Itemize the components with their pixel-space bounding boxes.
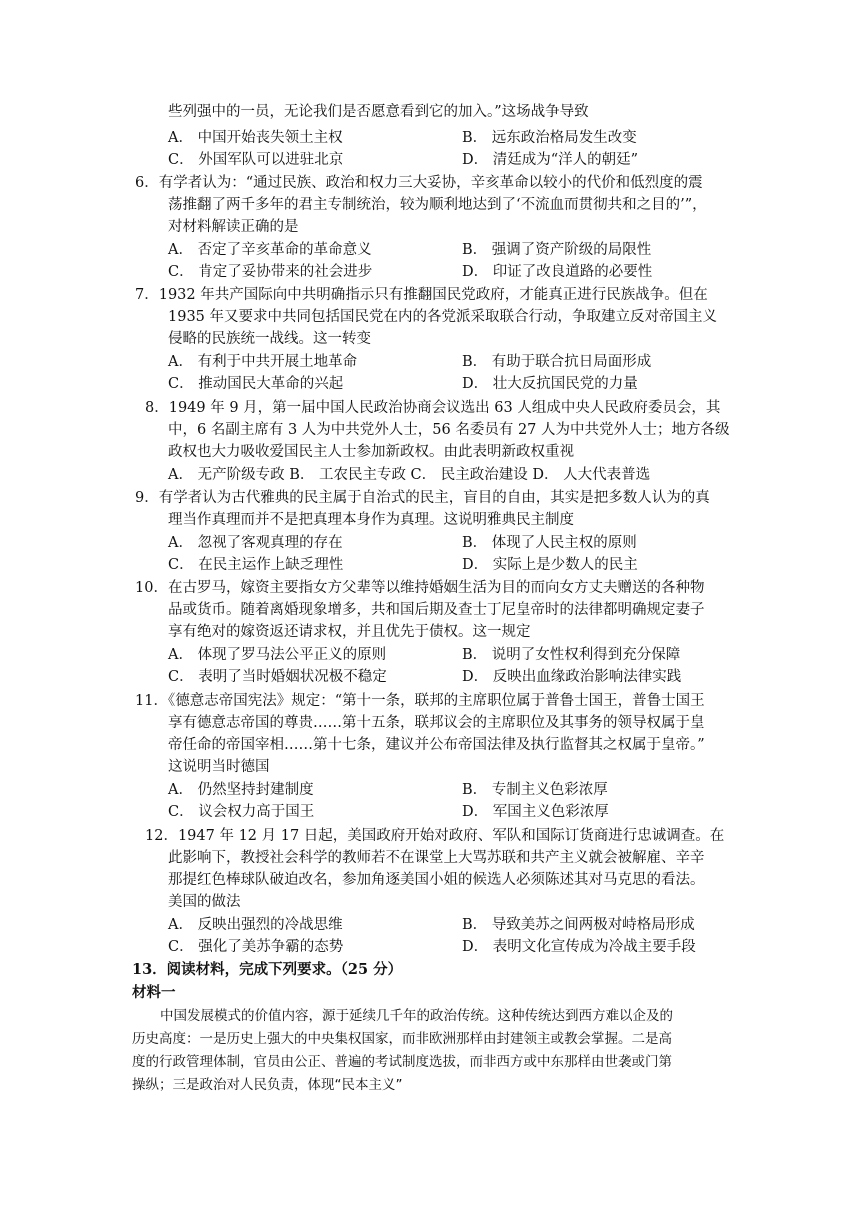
q11-option-b: B． 专制主义色彩浓厚: [462, 782, 608, 798]
q10-stem-line1: 10．在古罗马，嫁资主要指女方父辈等以维持婚姻生活为目的而向女方丈夫赠送的各种物: [135, 580, 705, 596]
q8-options: A． 无产阶级专政 B． 工农民主专政 C． 民主政治建设 D． 人大代表普选: [168, 467, 651, 483]
q13-material-p1: 中国发展模式的价值内容，源于延续几千年的政治传统。这种传统达到西方难以企及的: [160, 1008, 673, 1024]
q8-stem-line2: 中，6 名副主席有 3 人为中共党外人士，56 名委员有 27 人为中共党外人士；地方各级: [168, 422, 730, 438]
q12-option-a: A． 反映出强烈的冷战思维: [168, 917, 343, 933]
q6-stem-line2: 荡推翻了两千多年的君主专制统治，较为顺利地达到了‘不流血而贯彻共和之目的’”，: [168, 197, 707, 213]
q11-stem-line2: 享有德意志帝国的尊贵……第十五条，联邦议会的主席职位及其事务的领导权属于皇: [168, 715, 705, 731]
q6-option-a: A． 否定了辛亥革命的革命意义: [168, 242, 372, 258]
q11-option-d: D． 军国主义色彩浓厚: [462, 804, 609, 820]
q7-option-b: B． 有助于联合抗日局面形成: [462, 354, 652, 370]
q8-stem-line3: 政权也大力吸收爱国民主人士参加新政权。由此表明新政权重视: [168, 444, 574, 460]
q6-option-c: C． 肯定了妥协带来的社会进步: [168, 264, 373, 280]
q11-option-c: C． 议会权力高于国王: [168, 804, 315, 820]
q5-stem-tail: 些列强中的一员，无论我们是否愿意看到它的加入。”这场战争导致: [168, 104, 589, 120]
q10-option-d: D． 反映出血缘政治影响法律实践: [462, 669, 682, 685]
q11-option-a: A． 仍然坚持封建制度: [168, 782, 314, 798]
q9-stem-line1: 9．有学者认为古代雅典的民主属于自治式的民主，盲目的自由，其实是把多数人认为的真: [135, 490, 710, 506]
q13-material-label: 材料一: [132, 984, 176, 1001]
q7-option-c: C． 推动国民大革命的兴起: [168, 376, 344, 392]
q11-stem-line3: 帝任命的帝国宰相……第十七条，建议并公布帝国法律及执行监督其之权属于皇帝。”: [168, 737, 705, 753]
q12-option-d: D． 表明文化宣传成为冷战主要手段: [462, 939, 696, 955]
q13-material-p3: 度的行政管理体制，官员由公正、普遍的考试制度选拔，而非西方或中东那样由世袭或门第: [132, 1054, 672, 1070]
q7-option-a: A． 有利于中共开展土地革命: [168, 354, 358, 370]
q12-stem-line4: 美国的做法: [168, 894, 241, 910]
q5-option-b: B． 远东政治格局发生改变: [462, 130, 637, 146]
q10-option-c: C． 表明了当时婚姻状况极不稳定: [168, 669, 387, 685]
q8-stem-line1: 8．1949 年 9 月，第一届中国人民政治协商会议选出 63 人组成中央人民政府委员会，其: [145, 400, 721, 416]
q10-stem-line3: 享有绝对的嫁资返还请求权，并且优先于债权。这一规定: [168, 624, 531, 640]
q6-stem-line1: 6．有学者认为：“通过民族、政治和权力三大妥协，辛亥革命以较小的代价和低烈度的震: [135, 175, 703, 191]
q13-material-p2: 历史高度：一是历史上强大的中央集权国家，而非欧洲那样由封建领主或教会掌握。二是高: [132, 1031, 672, 1047]
q7-option-d: D． 壮大反抗国民党的力量: [462, 376, 638, 392]
q10-option-b: B． 说明了女性权利得到充分保障: [462, 647, 681, 663]
q11-stem-line4: 这说明当时德国: [168, 759, 270, 775]
q9-stem-line2: 理当作真理而并不是把真理本身作为真理。这说明雅典民主制度: [168, 512, 574, 528]
q12-stem-line3: 那提红色棒球队破迫改名，参加角逐美国小姐的候选人必须陈述其对马克思的看法。: [168, 872, 705, 888]
q12-stem-line2: 此影响下，教授社会科学的教师若不在课堂上大骂苏联和共产主义就会被解雇、辛辛: [168, 850, 705, 866]
q9-option-d: D． 实际上是少数人的民主: [462, 557, 638, 573]
q6-stem-line3: 对材料解读正确的是: [168, 219, 299, 235]
q7-stem-line1: 7．1932 年共产国际向中共明确指示只有推翻国民党政府，才能真正进行民族战争。但在: [135, 287, 708, 303]
q5-option-d: D． 清廷成为“洋人的朝廷”: [462, 152, 639, 168]
q6-option-d: D． 印证了改良道路的必要性: [462, 264, 653, 280]
q13-material-p4: 操纵；三是政治对人民负责，体现“民本主义”: [132, 1077, 403, 1093]
q11-stem-line1: 11．《德意志帝国宪法》规定：“第十一条，联邦的主席职位属于普鲁士国王，普鲁士国王: [135, 693, 705, 709]
q7-stem-line2: 1935 年又要求中共同包括国民党在内的各党派采取联合行动，争取建立反对帝国主义: [168, 309, 718, 325]
q6-option-b: B． 强调了资产阶级的局限性: [462, 242, 652, 258]
q10-option-a: A． 体现了罗马法公平正义的原则: [168, 647, 387, 663]
q10-stem-line2: 品或货币。随着离婚现象增多，共和国后期及查士丁尼皇帝时的法律都明确规定妻子: [168, 602, 705, 618]
q13-title: 13．阅读材料，完成下列要求。（25 分）: [132, 961, 403, 978]
q9-option-c: C． 在民主运作上缺乏理性: [168, 557, 344, 573]
q5-option-c: C． 外国军队可以进驻北京: [168, 152, 344, 168]
q12-option-c: C． 强化了美苏争霸的态势: [168, 939, 344, 955]
q9-option-a: A． 忽视了客观真理的存在: [168, 535, 343, 551]
q7-stem-line3: 侵略的民族统一战线。这一转变: [168, 331, 371, 347]
q5-option-a: A． 中国开始丧失领土主权: [168, 130, 343, 146]
q9-option-b: B． 体现了人民主权的原则: [462, 535, 637, 551]
q12-option-b: B． 导致美苏之间两极对峙格局形成: [462, 917, 695, 933]
q12-stem-line1: 12．1947 年 12 月 17 日起，美国政府开始对政府、军队和国际订货商进行忠诚调查。在: [145, 828, 725, 844]
